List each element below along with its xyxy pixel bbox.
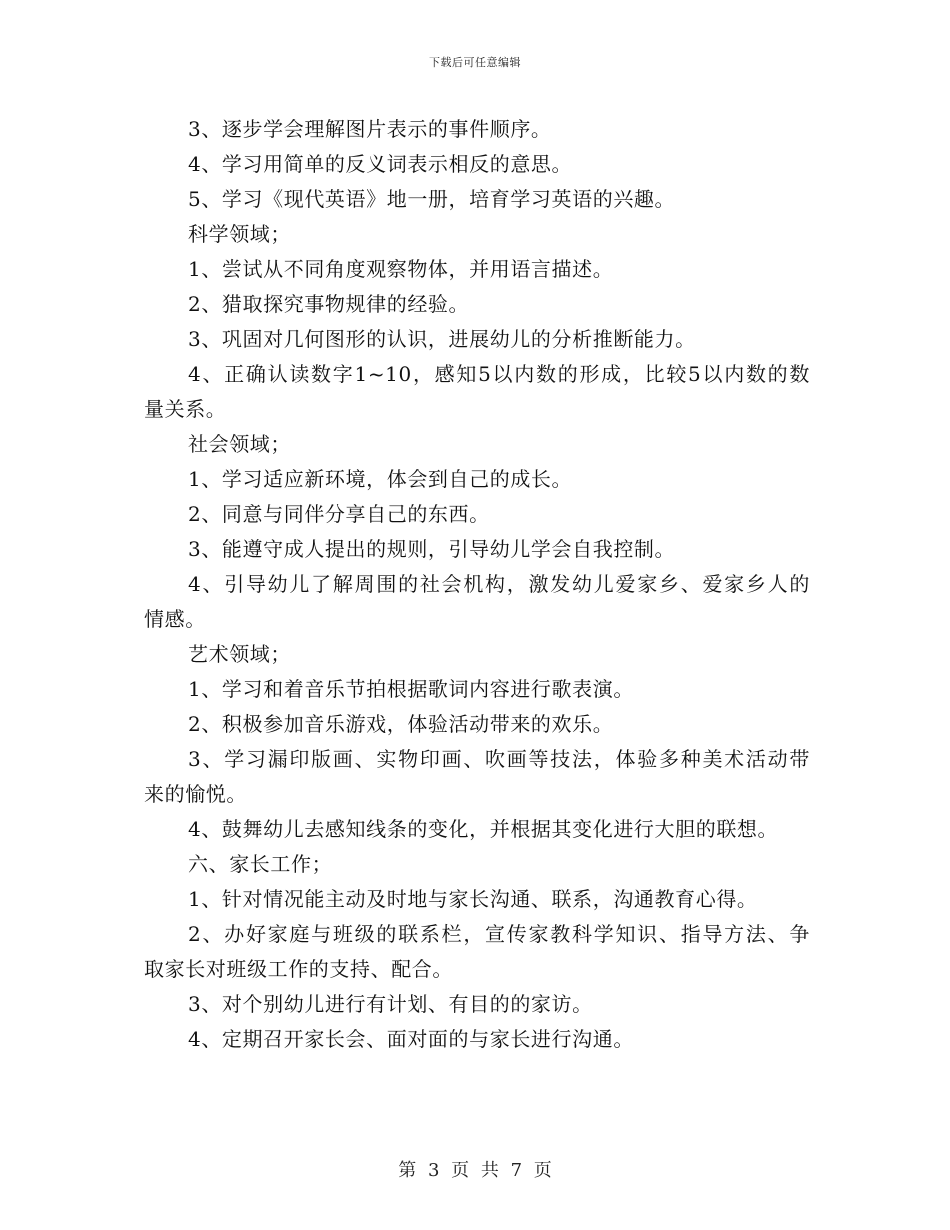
paragraph-line: 3、能遵守成人提出的规则，引导幼儿学会自我控制。 (188, 537, 676, 561)
page-header: 下载后可任意编辑 (429, 56, 521, 69)
paragraph-line: 2、同意与同伴分享自己的东西。 (188, 502, 490, 526)
paragraph-line: 3、对个别幼儿进行有计划、有目的的家访。 (188, 992, 593, 1016)
section-heading-art: 艺术领域； (188, 642, 291, 666)
page-footer: 第 3 页 共 7 页 (398, 1160, 552, 1181)
paragraph-line-continuation: 情感。 (144, 607, 206, 631)
paragraph-line: 4、正确认读数字1~10，感知5以内数的形成，比较5以内数的数 (188, 362, 810, 386)
paragraph-line: 2、积极参加音乐游戏，体验活动带来的欢乐。 (188, 712, 614, 736)
paragraph-line-continuation: 来的愉悦。 (144, 782, 247, 806)
paragraph-line: 3、巩固对几何图形的认识，进展幼儿的分析推断能力。 (188, 327, 696, 351)
paragraph-line: 5、学习《现代英语》地一册，培育学习英语的兴趣。 (188, 187, 676, 211)
paragraph-line: 4、鼓舞幼儿去感知线条的变化，并根据其变化进行大胆的联想。 (188, 817, 779, 841)
paragraph-line: 4、定期召开家长会、面对面的与家长进行沟通。 (188, 1027, 634, 1051)
paragraph-line: 4、引导幼儿了解周围的社会机构，激发幼儿爱家乡、爱家乡人的 (188, 572, 810, 596)
paragraph-line-continuation: 量关系。 (144, 397, 227, 421)
paragraph-line: 4、学习用简单的反义词表示相反的意思。 (188, 152, 573, 176)
document-body (144, 112, 810, 1057)
paragraph-line-continuation: 取家长对班级工作的支持、配合。 (144, 957, 453, 981)
paragraph-line: 3、逐步学会理解图片表示的事件顺序。 (188, 117, 552, 141)
paragraph-line: 1、针对情况能主动及时地与家长沟通、联系，沟通教育心得。 (188, 887, 758, 911)
section-heading-science: 科学领域； (188, 222, 291, 246)
paragraph-line: 2、办好家庭与班级的联系栏，宣传家教科学知识、指导方法、争 (188, 922, 810, 946)
section-heading-society: 社会领域； (188, 432, 291, 456)
paragraph-line: 1、学习适应新环境，体会到自己的成长。 (188, 467, 573, 491)
section-heading-parent-work: 六、家长工作； (188, 852, 333, 876)
paragraph-line: 1、学习和着音乐节拍根据歌词内容进行歌表演。 (188, 677, 634, 701)
paragraph-line: 1、尝试从不同角度观察物体，并用语言描述。 (188, 257, 614, 281)
paragraph-line: 2、猎取探究事物规律的经验。 (188, 292, 470, 316)
paragraph-line: 3、学习漏印版画、实物印画、吹画等技法，体验多种美术活动带 (188, 747, 810, 771)
